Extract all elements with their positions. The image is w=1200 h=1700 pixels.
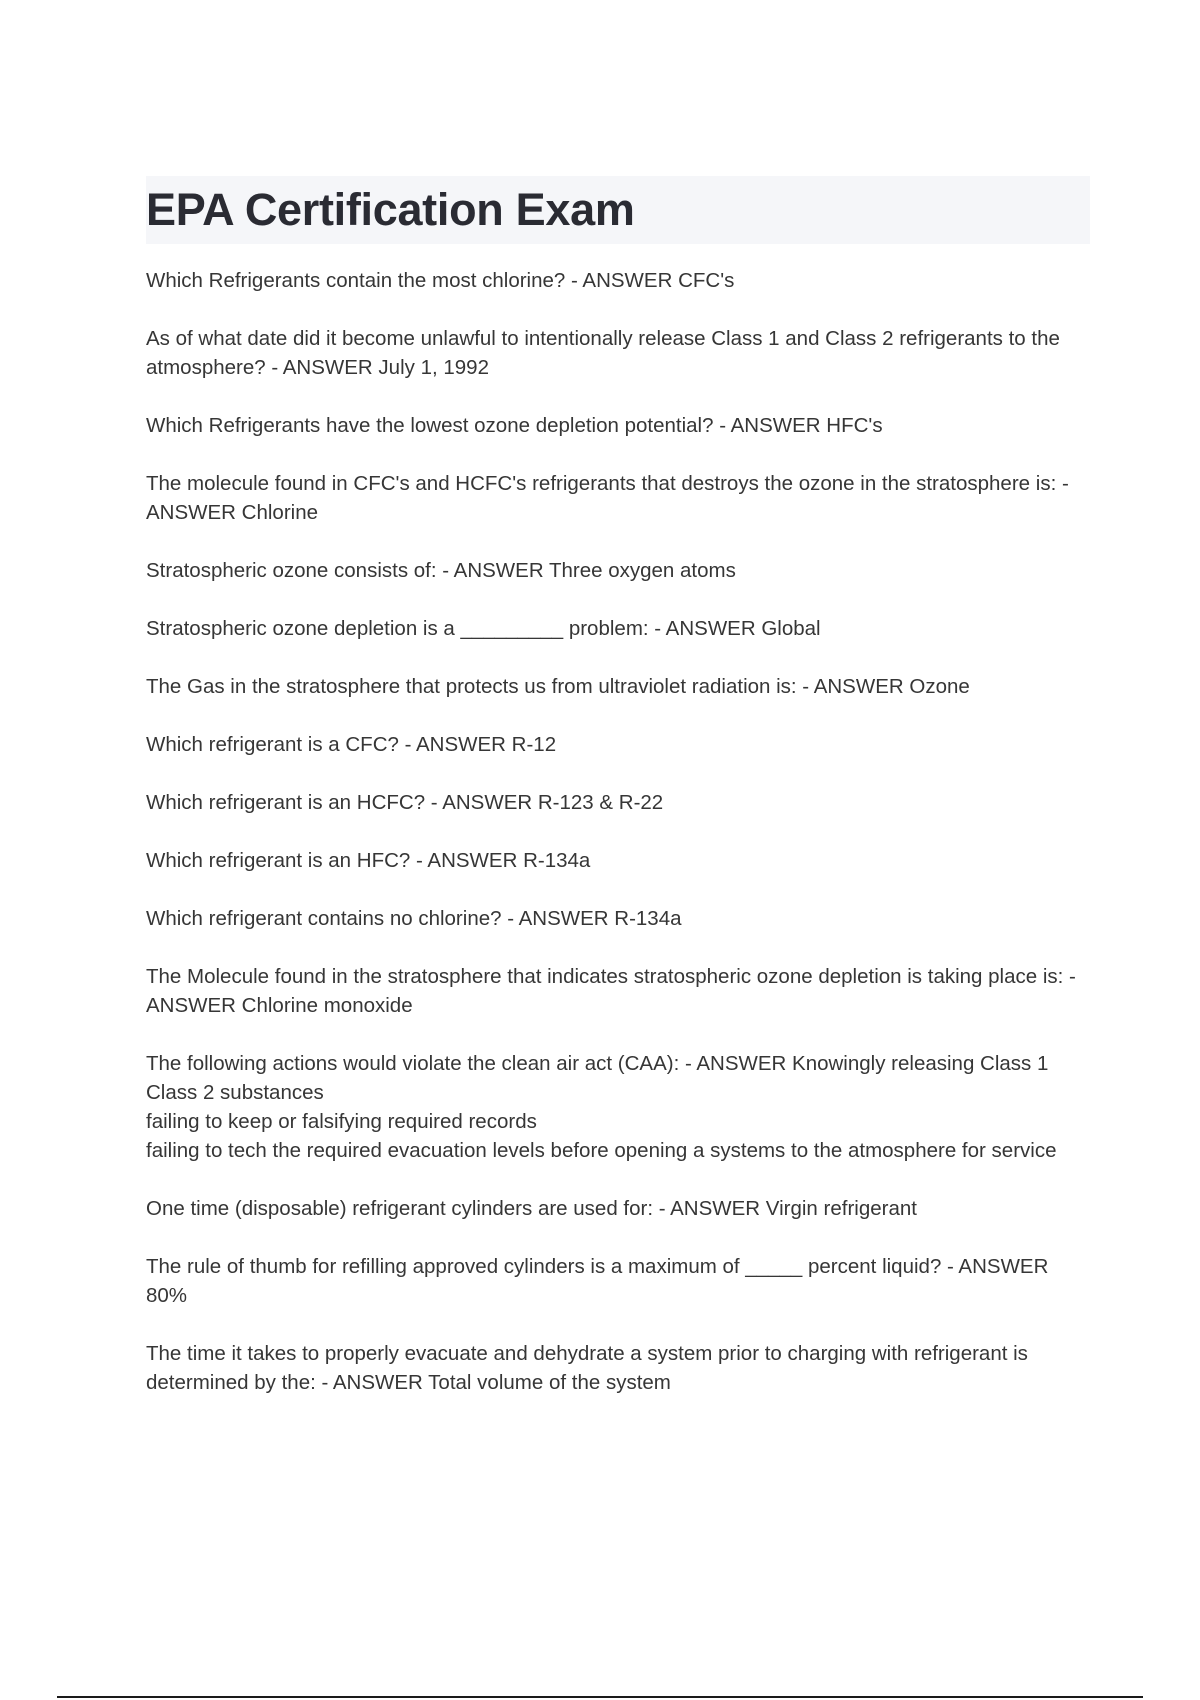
document-page <box>146 176 1090 1426</box>
question-answer-item: Which refrigerant contains no chlorine? - ANSWER R-134a <box>146 907 682 930</box>
question-answer-item: Which refrigerant is an HFC? - ANSWER R-134a <box>146 849 591 872</box>
question-answer-item: The following actions would violate the clean air act (CAA): - ANSWER Knowingly releasing Class 1 Class 2 substances failing to keep or falsifying required records failing to tech the required evacuation levels before opening a systems to the atmosphere for service <box>146 1052 1057 1162</box>
question-answer-item: Stratospheric ozone depletion is a _________ problem: - ANSWER Global <box>146 617 821 640</box>
question-answer-item: The rule of thumb for refilling approved cylinders is a maximum of _____ percent liquid? - ANSWER 80% <box>146 1255 1049 1307</box>
question-list <box>146 266 1090 1397</box>
question-answer-item: The Molecule found in the stratosphere that indicates stratospheric ozone depletion is taking place is: - ANSWER Chlorine monoxide <box>146 965 1076 1017</box>
question-answer-item: Which Refrigerants have the lowest ozone depletion potential? - ANSWER HFC's <box>146 414 883 437</box>
question-answer-item: Which refrigerant is an HCFC? - ANSWER R-123 & R-22 <box>146 791 664 814</box>
page-title: EPA Certification Exam <box>146 184 635 235</box>
question-answer-item: As of what date did it become unlawful to intentionally release Class 1 and Class 2 refrigerants to the atmosphere? - ANSWER July 1, 1992 <box>146 327 1060 379</box>
question-answer-item: Stratospheric ozone consists of: - ANSWER Three oxygen atoms <box>146 559 736 582</box>
question-answer-item: The Gas in the stratosphere that protects us from ultraviolet radiation is: - ANSWER Ozone <box>146 675 970 698</box>
question-answer-item: The molecule found in CFC's and HCFC's refrigerants that destroys the ozone in the stratosphere is: - ANSWER Chlorine <box>146 472 1069 524</box>
question-answer-item: The time it takes to properly evacuate and dehydrate a system prior to charging with refrigerant is determined by the: - ANSWER Total volume of the system <box>146 1342 1028 1394</box>
question-answer-item: Which Refrigerants contain the most chlorine? - ANSWER CFC's <box>146 269 735 292</box>
title-banner <box>146 176 1090 244</box>
question-answer-item: One time (disposable) refrigerant cylinders are used for: - ANSWER Virgin refrigerant <box>146 1197 917 1220</box>
page-bottom-rule <box>57 1696 1143 1698</box>
question-answer-item: Which refrigerant is a CFC? - ANSWER R-12 <box>146 733 557 756</box>
